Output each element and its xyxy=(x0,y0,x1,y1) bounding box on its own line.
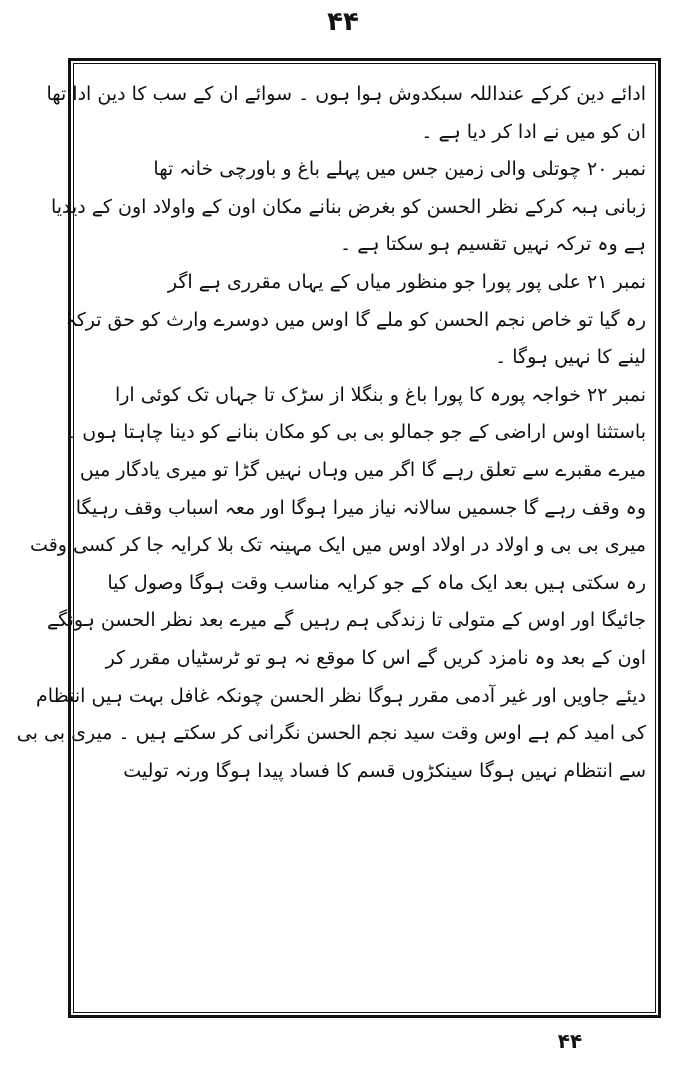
text-line-12: وہ وقف رہے گا جسمیں سالانہ نیاز میرا ہوگا اور معہ اسباب وقف رہیگا xyxy=(75,496,646,519)
text-line-16: اون کے بعد وہ نامزد کریں گے اس کا موقع نہ ہو تو ٹرسٹیاں مقرر کر xyxy=(105,646,646,669)
text-line-13: میری بی بی و اولاد در اولاد اوس میں ایک مہینہ تک بلا کرایہ جا کر کسی وقت xyxy=(30,534,646,557)
text-line-8: لینے کا نہیں ہوگا ۔ xyxy=(495,346,646,369)
document-body xyxy=(16,76,646,1001)
text-line-6: نمبر ۲۱ علی پور پورا جو منظور میاں کے یہاں مقرری ہے اگر xyxy=(167,270,646,293)
text-line-4: زبانی ہبہ کرکے نظر الحسن کو بغرض بنانے مکان اون کے واولاد اون کے دیدیا xyxy=(50,195,646,218)
text-line-7: رہ گیا تو خاص نجم الحسن کو ملے گا اوس میں دوسرے وارث کو حق ترکہ xyxy=(65,308,646,331)
text-line-10: باستثنا اوس اراضی کے جو جمالو بی بی کو مکان بنانے کو دینا چاہتا ہوں ۔ xyxy=(65,421,646,444)
page-number-bottom: ۴۴ xyxy=(557,1029,583,1053)
text-line-18: کی امید کم ہے اوس وقت سید نجم الحسن نگرانی کر سکتے ہیں ۔ میری بی بی xyxy=(16,722,646,745)
text-line-17: دیئے جاویں اور غیر آدمی مقرر ہوگا نظر الحسن چونکہ غافل بہت ہیں انتظام xyxy=(36,684,646,707)
text-line-11: میرے مقبرے سے تعلق رہے گا اگر میں وہاں نہیں گڑا تو میری یادگار میں xyxy=(79,458,646,481)
text-line-2: ان کو میں نے ادا کر دیا ہے ۔ xyxy=(421,120,646,143)
text-line-9: نمبر ۲۲ خواجہ پورہ کا پورا باغ و بنگلا از سڑک تا جہاں تک کوئی ارا xyxy=(114,383,646,406)
text-line-19: سے انتظام نہیں ہوگا سینکڑوں قسم کا فساد پیدا ہوگا ورنہ تولیت xyxy=(123,759,646,782)
page-number-top: ۴۴ xyxy=(327,7,359,37)
text-line-5: ہے وہ ترکہ نہیں تقسیم ہو سکتا ہے ۔ xyxy=(340,233,646,256)
text-line-15: جائیگا اور اوس کے متولی تا زندگی ہم رہیں گے میرے بعد نظر الحسن ہونگے xyxy=(47,609,646,632)
text-line-14: رہ سکتی ہیں بعد ایک ماہ کے جو کرایہ مناسب وقت ہوگا وصول کیا xyxy=(107,571,646,594)
text-line-3: نمبر ۲۰ چوتلی والی زمین جس میں پہلے باغ و باورچی خانہ تھا xyxy=(153,158,646,181)
text-line-1: ادائے دین کرکے عنداللہ سبکدوش ہوا ہوں ۔ سوائے ان کے سب کا دین ادا تھا xyxy=(46,83,646,105)
